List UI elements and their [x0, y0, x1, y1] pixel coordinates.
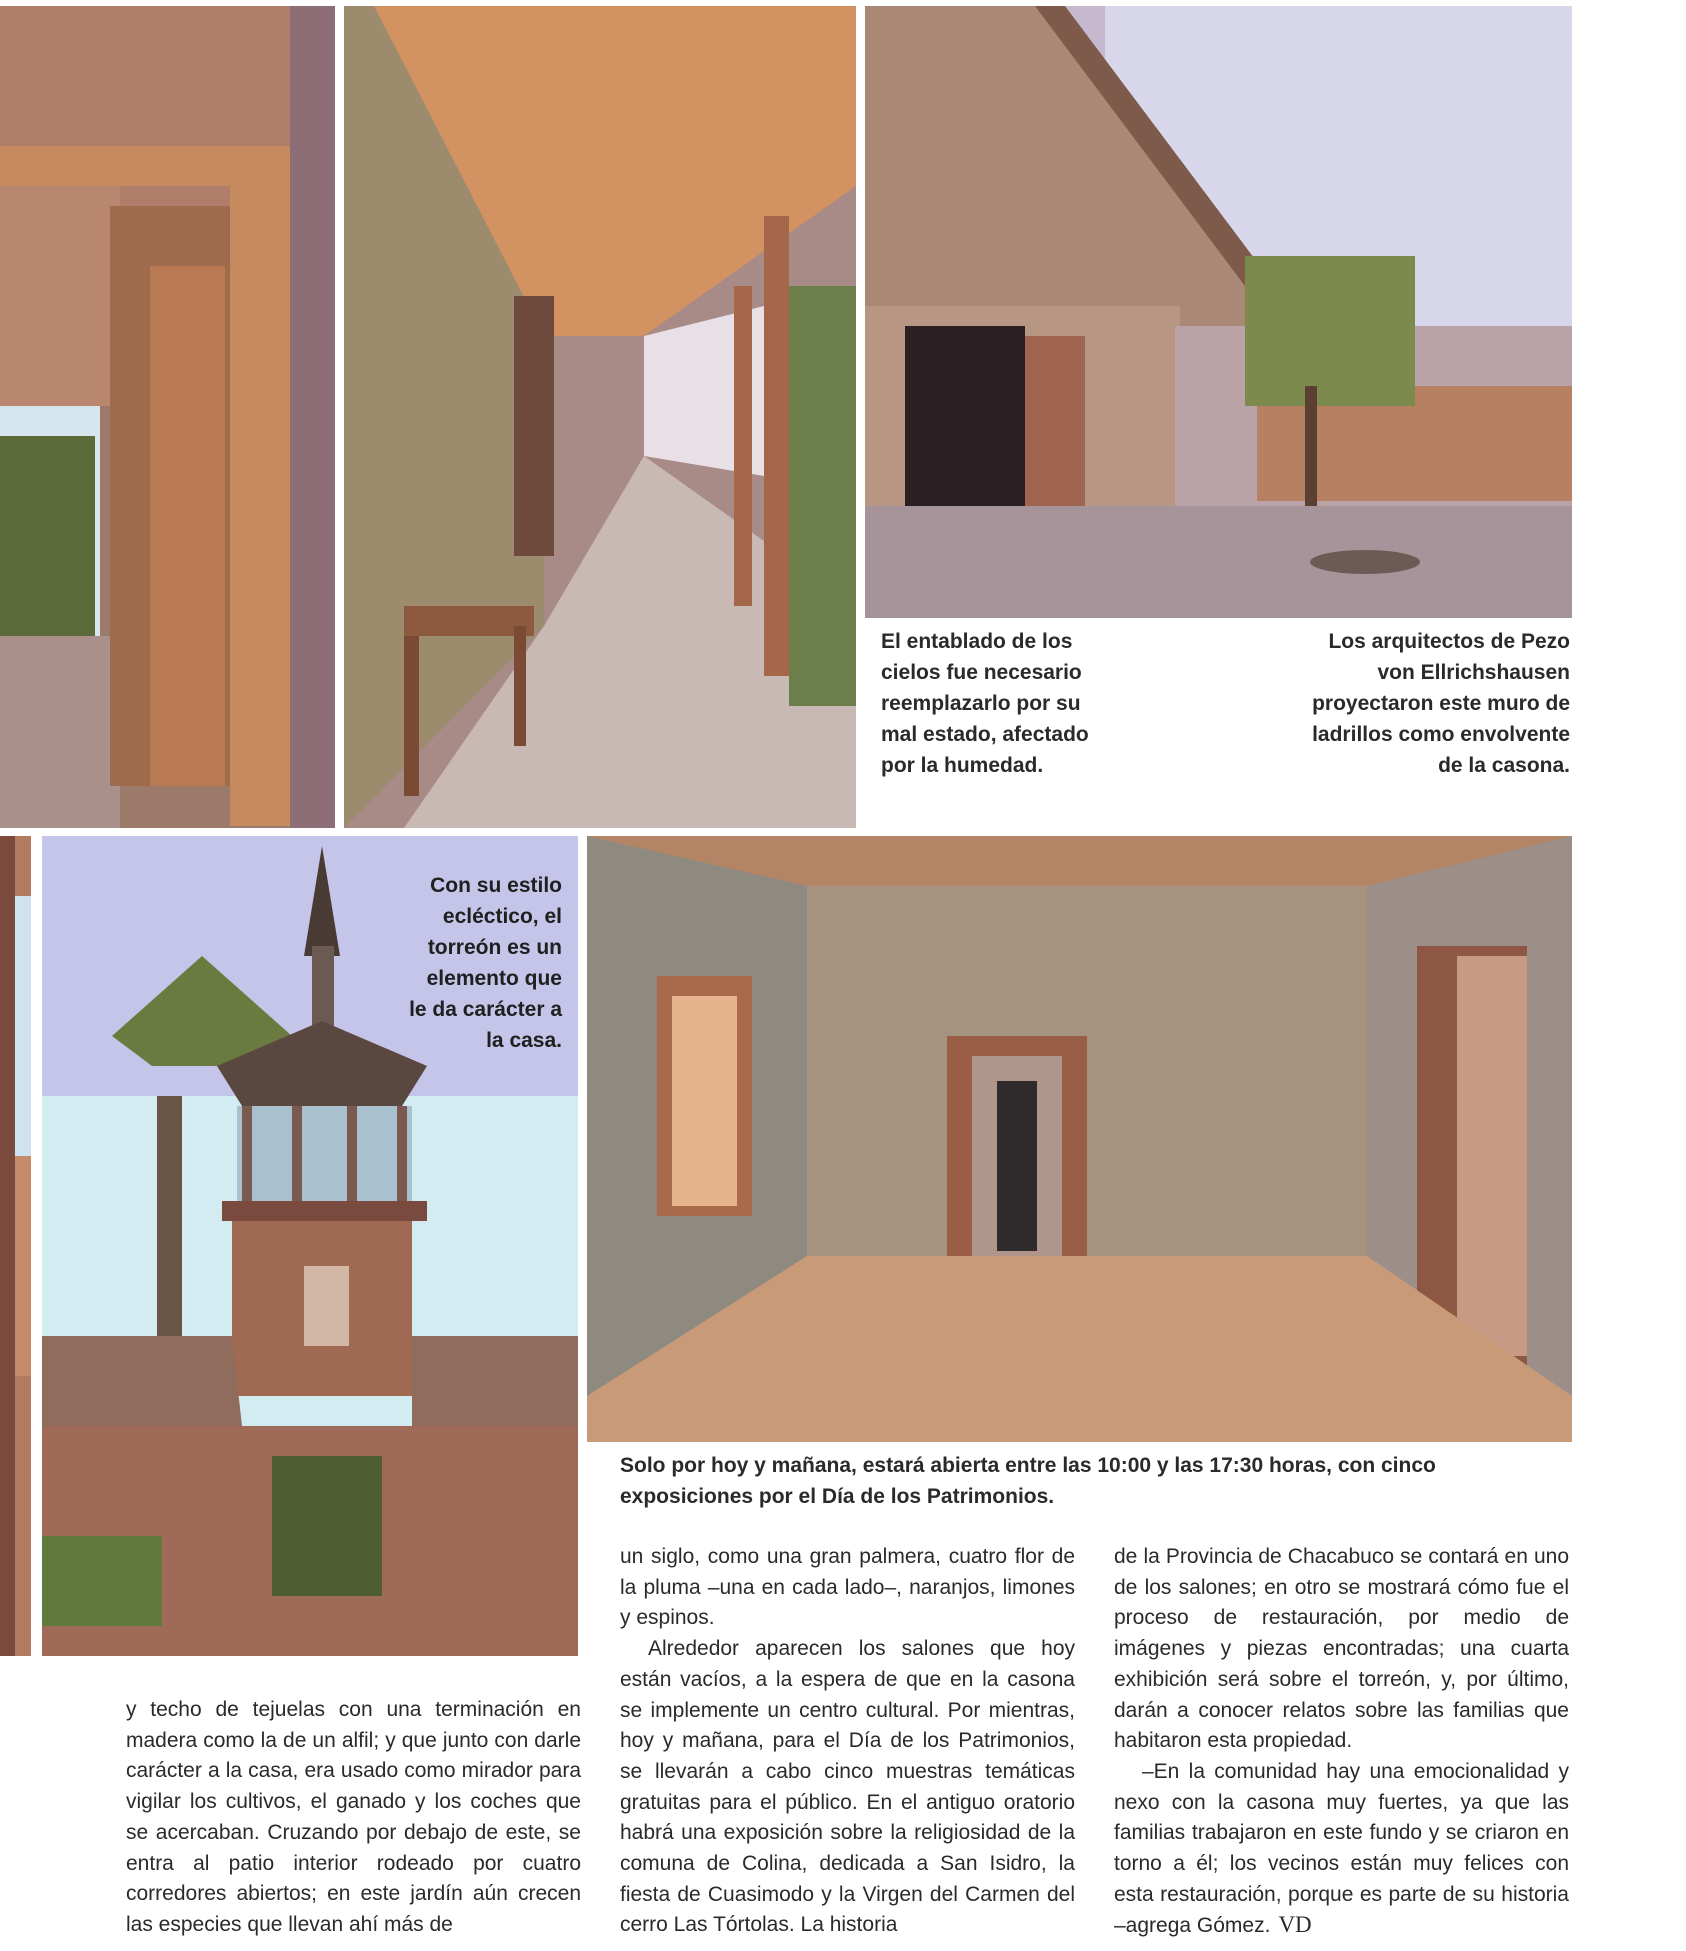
door-photo — [0, 6, 335, 828]
article-paragraph: un siglo, como una gran palmera, cuatro flor de la pluma –una en cada lado–, naranjos, limones y espinos. — [620, 1545, 1075, 1630]
rooms-photo — [587, 836, 1572, 1442]
corridor-caption: El entablado de los cielos fue necesario reemplazarlo por su mal estado, afectado por la humedad. — [881, 630, 1089, 777]
author-signature: VD — [1278, 1912, 1312, 1938]
tower-caption: Con su estilo ecléctico, el torreón es un elemento que le da carácter a la casa. — [409, 874, 562, 1052]
left-edge-photo — [0, 836, 31, 1656]
corridor-photo — [344, 6, 856, 828]
article-column-1 — [126, 1695, 581, 1941]
rooms-caption: Solo por hoy y mañana, estará abierta entre las 10:00 y las 17:30 horas, con cinco exposiciones por el Día de los Patrimonios. — [620, 1454, 1436, 1508]
brick-wall-caption: Los arquitectos de Pezo von Ellrichshausen proyectaron este muro de ladrillos como envolvente de la casona. — [1312, 630, 1570, 777]
article-paragraph: –En la comunidad hay una emocionalidad y nexo con la casona muy fuertes, ya que las familias trabajaron en este fundo y se criaron en torno a él; los vecinos están muy felices con esta restauración, porque es parte de su historia –agrega Gómez. — [1114, 1759, 1569, 1938]
brick-wall-photo — [865, 6, 1572, 618]
article-paragraph: de la Provincia de Chacabuco se contará en uno de los salones; en otro se mostrará cómo fue el proceso de restauración, por medio de imágenes y piezas encontradas; una cuarta exhibición será sobre el torreón, y, por último, darán a conocer relatos sobre las familias que habitaron esta propiedad. — [1114, 1545, 1569, 1753]
article-column-3 — [1114, 1542, 1569, 1942]
article-paragraph: Alrededor aparecen los salones que hoy están vacíos, a la espera de que en la casona se implemente un centro cultural. Por mientras, hoy y mañana, para el Día de los Patrimonios, se llevarán a cabo cinco muestras temáticas gratuitas para el público. En el antiguo oratorio habrá una exposición sobre la religiosidad de la comuna de Colina, dedicada a San Isidro, la fiesta de Cuasimodo y la Virgen del Carmen del cerro Las Tórtolas. La historia — [620, 1637, 1075, 1937]
article-column-2 — [620, 1542, 1075, 1941]
article-paragraph: y techo de tejuelas con una terminación en madera como la de un alfil; y que junto con darle carácter a la casa, era usado como mirador para vigilar los cultivos, el ganado y los coches que se acercaban. Cruzando por debajo de este, se entra al patio interior rodeado por cuatro corredores abiertos; en este jardín aún crecen las especies que llevan ahí más de — [126, 1698, 581, 1936]
